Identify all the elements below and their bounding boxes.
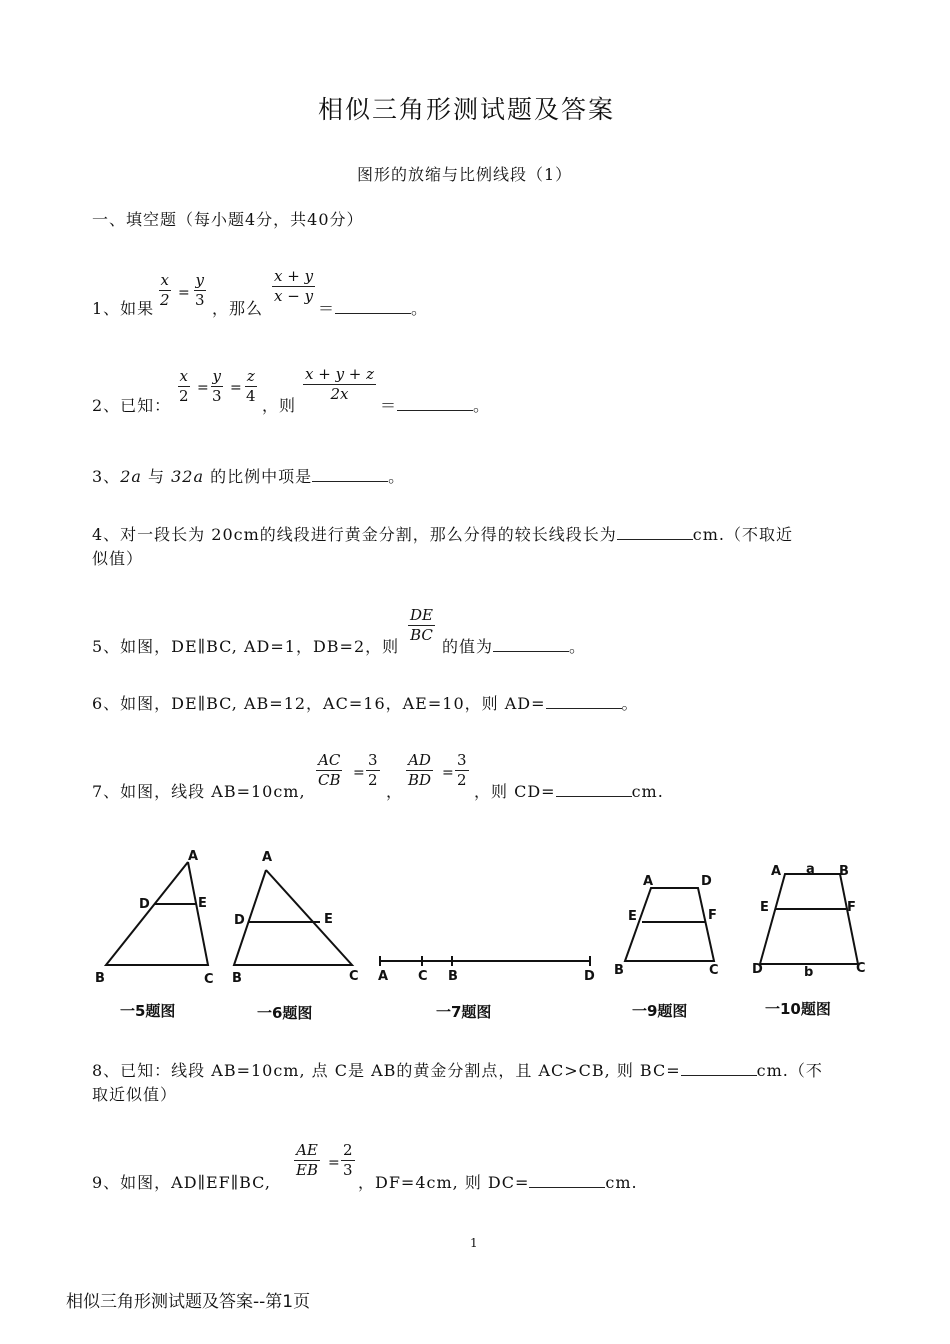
fig5-label-a: A — [188, 849, 199, 864]
fig5-label-b: B — [95, 971, 105, 986]
q2-frac-y-3: $\frac{y}{3}$ — [212, 367, 222, 405]
q9-frac-2-3: $\frac{2}{3}$ — [343, 1141, 353, 1179]
fig5-label-e: E — [198, 896, 207, 911]
fig5-label-c: C — [204, 972, 214, 987]
q5-tail: 的值为 。 — [442, 637, 587, 656]
q1-equals: = — [178, 285, 190, 301]
fig7-label-d: D — [584, 969, 595, 984]
answer-blank[interactable] — [546, 694, 622, 709]
fig9-label-c: C — [709, 963, 719, 978]
fig6-label-a: A — [262, 850, 273, 865]
fig10-label-a: A — [771, 864, 782, 879]
page-number: 1 — [470, 1236, 478, 1250]
q3-term-2a: 2a — [120, 467, 142, 486]
q7-frac-ad-bd: $\frac{AD}{BD}$ — [408, 751, 432, 789]
answer-blank[interactable] — [617, 525, 693, 540]
fig9-label-b: B — [614, 963, 624, 978]
fig10-label-small-a: a — [806, 862, 815, 877]
question-4: 4、对一段长为 20cm的线段进行黄金分割，那么分得的较长线段长为 cm.（不取近 — [92, 525, 793, 544]
fig9-label-f: F — [708, 908, 717, 923]
fig7-label-a: A — [378, 969, 389, 984]
subtitle: 图形的放缩与比例线段（1） — [357, 165, 573, 184]
fig7-label-b: B — [448, 969, 458, 984]
q2-frac-sum: $\frac{x + y + z}{2x}$ — [305, 365, 375, 403]
fig6-triangle — [234, 870, 352, 965]
question-8-cont: 取近似值） — [92, 1085, 178, 1104]
q2-frac-x-2: $\frac{x}{2}$ — [179, 367, 189, 405]
fig5-triangle — [106, 862, 208, 965]
answer-blank[interactable] — [397, 396, 473, 411]
fig6-label-e: E — [324, 912, 333, 927]
answer-blank[interactable] — [681, 1061, 757, 1076]
fig10-label-d: D — [752, 962, 763, 977]
q1-mid: ，那么 — [212, 299, 264, 318]
fig10-label-small-b: b — [804, 965, 814, 980]
section-heading: 一、填空题（每小题4分，共40分） — [92, 210, 364, 229]
fig5-caption: 一5题图 — [120, 1002, 176, 1020]
q7-eq1: = — [353, 765, 365, 781]
fig5-label-d: D — [139, 897, 150, 912]
q2-mid: ，则 — [262, 396, 297, 415]
q9-eq: = — [328, 1155, 340, 1171]
fig10-trapezoid — [760, 874, 858, 964]
question-4-cont: 似值） — [92, 549, 144, 568]
q7-frac-3-2-a: $\frac{3}{2}$ — [368, 751, 378, 789]
q3-term-32a: 32a — [171, 467, 204, 486]
answer-blank[interactable] — [493, 637, 569, 652]
q9-tail: ，DF=4cm, 则 DC= cm. — [358, 1173, 638, 1192]
answer-blank[interactable] — [312, 467, 388, 482]
q1-frac-x-2: $\frac{x}{2}$ — [160, 271, 170, 309]
fig7-caption: 一7题图 — [436, 1003, 492, 1021]
fig9-trapezoid — [625, 888, 714, 961]
fig9-label-d: D — [701, 874, 712, 889]
fig10-label-c: C — [856, 961, 866, 976]
fig6-label-c: C — [349, 969, 359, 984]
q1-frac-y-3: $\frac{y}{3}$ — [195, 271, 205, 309]
page-title: 相似三角形测试题及答案 — [318, 95, 616, 124]
fig9-label-a: A — [643, 874, 654, 889]
fig10-label-e: E — [760, 900, 769, 915]
q5-frac-de-bc: $\frac{DE}{BC}$ — [410, 606, 433, 644]
fig9-caption: 一9题图 — [632, 1002, 688, 1020]
answer-blank[interactable] — [529, 1173, 605, 1188]
q9-frac-ae-eb: $\frac{AE}{EB}$ — [296, 1141, 318, 1179]
answer-blank[interactable] — [556, 782, 632, 797]
q9-prefix: 9、如图，AD∥EF∥BC, — [92, 1173, 271, 1192]
q7-frac-ac-cb: $\frac{AC}{CB}$ — [318, 751, 341, 789]
question-8: 8、已知：线段 AB=10cm, 点 C是 AB的黄金分割点，且 AC>CB, 则 BC= cm.（不 — [92, 1061, 823, 1080]
q1-frac-sum-diff: $\frac{x + y}{x - y}$ — [274, 267, 314, 305]
q7-sep: ， — [386, 782, 404, 801]
fig10-caption: 一10题图 — [765, 1000, 831, 1018]
q2-frac-z-4: $\frac{z}{4}$ — [246, 367, 256, 405]
fig7-label-c: C — [418, 969, 428, 984]
fig6-caption: 一6题图 — [257, 1004, 313, 1022]
q7-prefix: 7、如图，线段 AB=10cm, — [92, 782, 306, 801]
question-3: 3、2a 与 32a 的比例中项是 。 — [92, 467, 406, 486]
q7-eq2: = — [442, 765, 454, 781]
page-footer: 相似三角形测试题及答案--第1页 — [66, 1292, 311, 1312]
fig10-label-b: B — [839, 864, 849, 879]
figures-row — [0, 840, 950, 1030]
q1-equals-sign: ＝ 。 — [318, 299, 429, 318]
q5-prefix: 5、如图，DE∥BC, AD=1，DB=2，则 — [92, 637, 400, 656]
fig6-label-d: D — [234, 913, 245, 928]
q1-prefix: 1、如果 — [92, 299, 155, 318]
q7-tail: ，则 CD= cm. — [474, 782, 664, 801]
q2-eq2: = — [230, 380, 242, 396]
question-6: 6、如图，DE∥BC, AB=12，AC=16，AE=10，则 AD= 。 — [92, 694, 639, 713]
fig6-label-b: B — [232, 971, 242, 986]
fig10-label-f: F — [847, 900, 856, 915]
q2-prefix: 2、已知： — [92, 396, 172, 415]
q2-eq1: = — [197, 380, 209, 396]
fig9-label-e: E — [628, 909, 637, 924]
answer-blank[interactable] — [335, 299, 411, 314]
q2-tail: ＝ 。 — [380, 396, 491, 415]
q7-frac-3-2-b: $\frac{3}{2}$ — [457, 751, 467, 789]
